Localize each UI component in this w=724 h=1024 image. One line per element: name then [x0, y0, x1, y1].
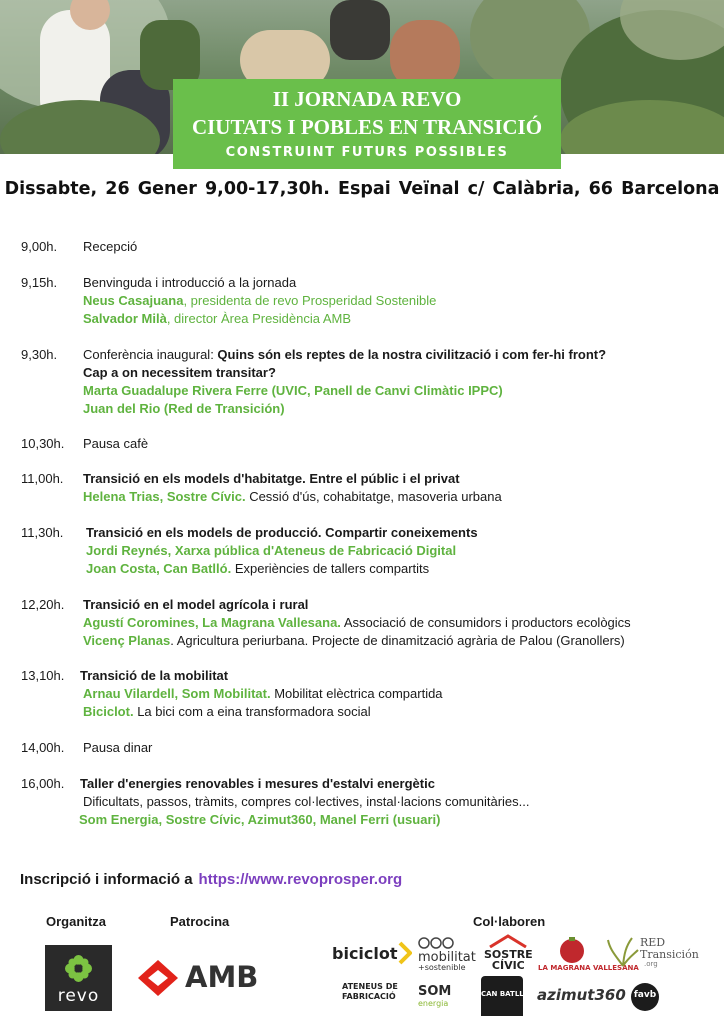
speaker-line — [83, 292, 436, 310]
item-title: Transició en el model agrícola i rural — [83, 597, 309, 612]
speaker-line: Marta Guadalupe Rivera Ferre (UVIC, Panell de Canvi Climàtic IPPC) — [83, 383, 503, 398]
item-text: Recepció — [83, 239, 138, 254]
som-mobilitat-logo — [418, 936, 476, 972]
event-title-line2: CIUTATS I POBLES EN TRANSICIÓ — [191, 115, 543, 139]
speaker-line — [83, 685, 443, 703]
sostre-civic-word2: CÍVIC — [491, 959, 525, 972]
sostre-civic-word1: SOSTRE — [484, 948, 533, 961]
event-title-line1: II JORNADA REVO — [272, 87, 462, 111]
item-title: Transició de la mobilitat — [80, 668, 229, 683]
item-time: 9,15h. — [21, 275, 58, 290]
speaker-line — [83, 488, 502, 506]
ateneus-word1: ATENEUS DE — [342, 982, 398, 991]
magrana-word: LA MAGRANA VALLESANA — [538, 964, 639, 972]
item-title-cont: Cap a on necessitem transitar? — [83, 365, 276, 380]
can-batllo-word: CAN BATLLÓ — [481, 990, 530, 998]
roof-icon — [488, 934, 528, 948]
som-icon — [418, 936, 458, 950]
som-energia-word2: energia — [418, 999, 449, 1008]
favb-logo — [631, 983, 659, 1011]
som-energia-word1: SOM — [418, 984, 452, 999]
item-title: Quins són els reptes de la nostra civilització i com fer-hi front? — [217, 347, 607, 362]
item-title: Taller d'energies renovables i mesures d'estalvi energètic — [80, 776, 435, 791]
ateneus-logo — [342, 982, 398, 1002]
item-time: 11,30h. — [21, 525, 64, 540]
item-time: 16,00h. — [21, 776, 65, 791]
item-desc: Dificultats, passos, tràmits, compres col·lectives, instal·lacions comunitàries... — [83, 794, 530, 809]
registration-line — [20, 871, 402, 888]
amb-wordmark: AMB — [185, 960, 259, 994]
som-energia-logo — [418, 986, 451, 1010]
red-word1: RED — [640, 936, 666, 949]
pomegranate-icon — [558, 936, 586, 964]
event-subtitle: CONSTRUINT FUTURS POSSIBLES — [225, 145, 509, 160]
speaker-name: Biciclot. — [83, 704, 134, 719]
som-mobilitat-tagline: +sostenible — [418, 963, 466, 972]
speaker-line — [83, 310, 351, 328]
amb-logo — [138, 958, 264, 998]
red-transicion-logo — [606, 934, 699, 972]
sponsor-heading: Patrocina — [170, 914, 230, 929]
item-time: 14,00h. — [21, 740, 65, 755]
biciclot-logo: biciclot — [332, 944, 398, 963]
item-time: 11,00h. — [21, 471, 64, 486]
item-title: Transició en els models d'habitatge. Entre el públic i el privat — [83, 471, 460, 486]
speaker-name: Salvador Milà — [83, 311, 167, 326]
speaker-line — [83, 614, 631, 632]
speaker-desc: Cessió d'ús, cohabitatge, masoveria urbana — [245, 489, 502, 504]
speaker-name: Helena Trias, Sostre Cívic. — [83, 489, 246, 504]
event-date-location: Dissabte, 26 Gener 9,00-17,30h. Espai Veïnal c/ Calàbria, 66 Barcelona — [4, 179, 720, 199]
azimut360-logo: azimut360 — [537, 986, 626, 1004]
item-prefix: Conferència inaugural: — [83, 347, 218, 362]
speaker-line: Jordi Reynés, Xarxa pública d'Ateneus de Fabricació Digital — [86, 543, 457, 558]
item-time: 9,00h. — [21, 239, 58, 254]
item-time: 10,30h. — [21, 436, 65, 451]
speaker-desc: Experiències de tallers compartits — [231, 561, 430, 576]
can-batllo-logo — [481, 976, 530, 1016]
sostre-civic-logo — [484, 934, 533, 972]
registration-label: Inscripció i informació a — [20, 871, 193, 888]
ateneus-word2: FABRICACIÓ — [342, 992, 396, 1001]
item-text: Pausa cafè — [83, 436, 149, 451]
speaker-line — [83, 703, 371, 721]
item-title-line — [83, 346, 606, 364]
amb-diamond-icon — [138, 960, 178, 996]
speaker-line — [86, 560, 429, 578]
speaker-line: Som Energia, Sostre Cívic, Azimut360, Manel Ferri (usuari) — [79, 812, 441, 827]
item-time: 9,30h. — [21, 347, 58, 362]
speaker-name: Joan Costa, Can Batlló. — [86, 561, 232, 576]
speaker-desc: . Agricultura periurbana. Projecte de dinamització agrària de Palou (Granollers) — [170, 633, 625, 648]
speaker-line — [83, 632, 625, 650]
speaker-name: Neus Casajuana — [83, 293, 184, 308]
item-text: Benvinguda i introducció a la jornada — [83, 275, 297, 290]
speaker-role: , director Àrea Presidència AMB — [166, 311, 352, 326]
magrana-logo — [538, 936, 639, 972]
speaker-desc: La bici com a eina transformadora social — [133, 704, 371, 719]
speaker-name: Arnau Vilardell, Som Mobilitat. — [83, 686, 271, 701]
flower-icon — [65, 955, 92, 982]
item-time: 13,10h. — [21, 668, 65, 683]
speaker-name: Vicenç Planas — [83, 633, 171, 648]
red-word3: .org — [644, 960, 658, 968]
speaker-role: , presidenta de revo Prosperidad Sostenible — [183, 293, 437, 308]
speaker-line: Juan del Rio (Red de Transición) — [83, 401, 285, 416]
biciclot-mark-icon — [398, 941, 412, 965]
revo-logo — [45, 945, 112, 1011]
item-text: Pausa dinar — [83, 740, 153, 755]
revo-wordmark: revo — [57, 986, 100, 1006]
speaker-desc: Mobilitat elèctrica compartida — [270, 686, 443, 701]
plant-icon — [606, 934, 640, 968]
item-time: 12,20h. — [21, 597, 65, 612]
speaker-desc: Associació de consumidors i productors ecològics — [340, 615, 631, 630]
organizer-heading: Organitza — [46, 914, 106, 929]
registration-link[interactable]: https://www.revoprosper.org — [198, 871, 403, 888]
collaborators-heading: Col·laboren — [473, 914, 546, 929]
item-title: Transició en els models de producció. Compartir coneixements — [86, 525, 478, 540]
favb-word: favb — [633, 990, 657, 1000]
event-title-box — [173, 79, 561, 169]
som-mobilitat-word: mobilitat — [418, 950, 476, 965]
red-word2: Transición — [640, 948, 699, 961]
speaker-name: Agustí Coromines, La Magrana Vallesana. — [83, 615, 341, 630]
